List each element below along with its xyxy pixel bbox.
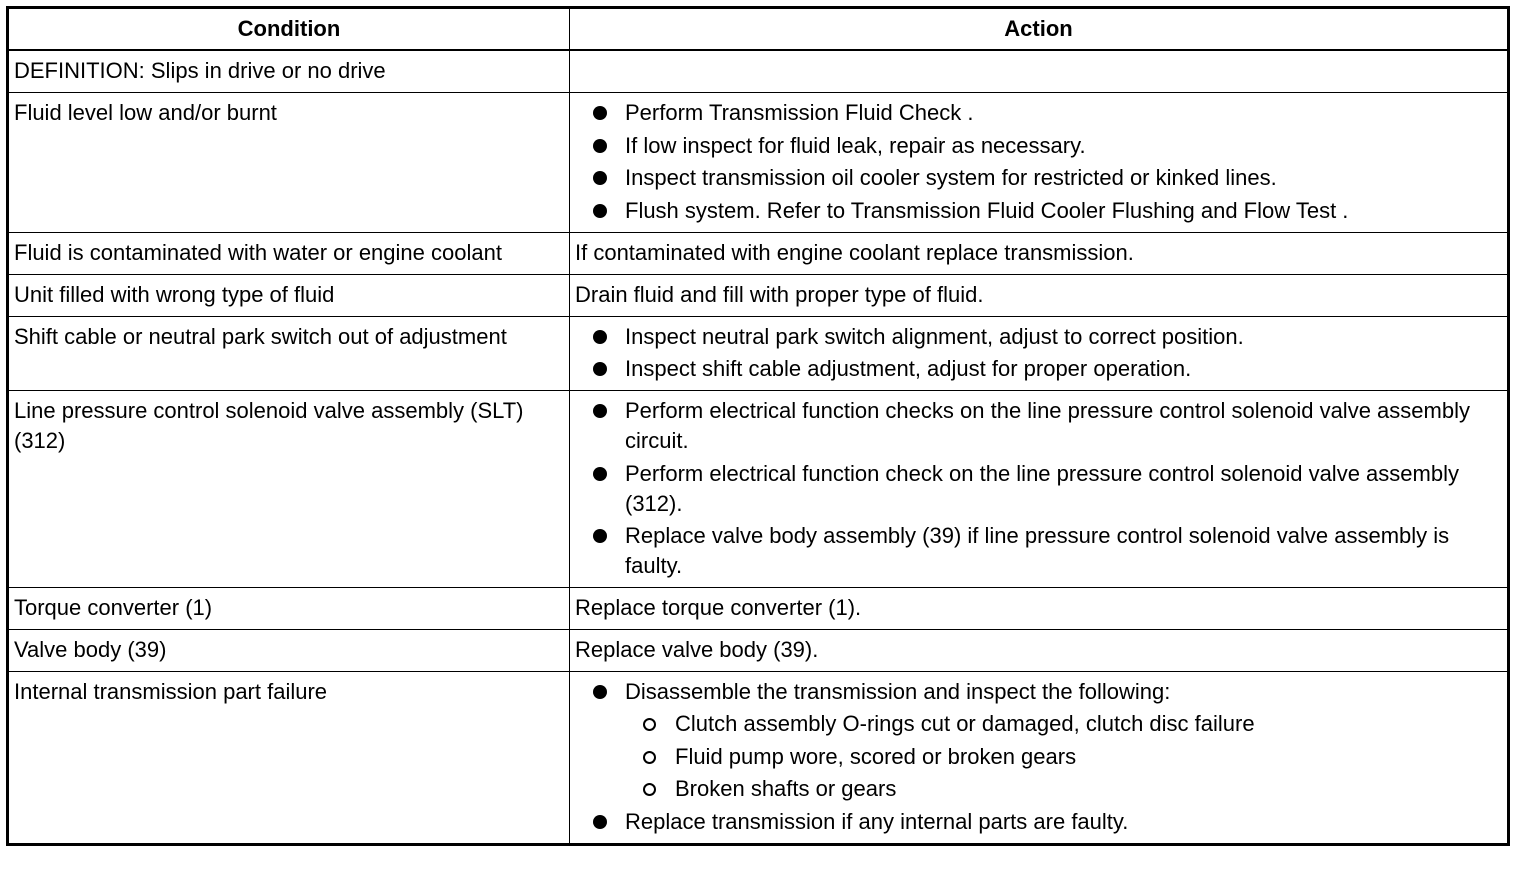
sub-bullet: Broken shafts or gears	[625, 774, 1502, 804]
table-row	[8, 316, 1509, 391]
action-cell: If contaminated with engine coolant replace transmission.	[570, 232, 1509, 274]
condition-header: Condition	[8, 8, 570, 51]
action-cell	[570, 93, 1509, 233]
sub-bullet: Fluid pump wore, scored or broken gears	[625, 742, 1502, 772]
action-bullet-text: Disassemble the transmission and inspect the following:	[625, 679, 1171, 704]
action-cell: Drain fluid and fill with proper type of fluid.	[570, 274, 1509, 316]
diagnostic-table	[6, 6, 1510, 846]
action-bullet: Perform electrical function checks on the line pressure control solenoid valve assembly circuit.	[575, 396, 1502, 456]
action-bullet-list	[575, 322, 1502, 385]
condition-cell: Valve body (39)	[8, 630, 570, 672]
action-bullet	[575, 677, 1502, 804]
action-cell	[570, 672, 1509, 845]
action-bullet: Perform Transmission Fluid Check .	[575, 98, 1502, 128]
header-row	[8, 8, 1509, 51]
table-row	[8, 391, 1509, 588]
action-bullet-list	[575, 677, 1502, 837]
table-row	[8, 630, 1509, 672]
action-cell	[570, 391, 1509, 588]
action-bullet: Perform electrical function check on the line pressure control solenoid valve assembly (312).	[575, 459, 1502, 519]
action-bullet: If low inspect for fluid leak, repair as necessary.	[575, 131, 1502, 161]
action-bullet: Replace transmission if any internal parts are faulty.	[575, 807, 1502, 837]
table-row	[8, 274, 1509, 316]
table-row	[8, 588, 1509, 630]
condition-cell: Internal transmission part failure	[8, 672, 570, 845]
condition-cell: Unit filled with wrong type of fluid	[8, 274, 570, 316]
action-bullet: Inspect transmission oil cooler system for restricted or kinked lines.	[575, 163, 1502, 193]
table-row	[8, 232, 1509, 274]
action-cell: Replace valve body (39).	[570, 630, 1509, 672]
definition-row	[8, 50, 1509, 93]
action-bullet-list	[575, 98, 1502, 226]
table-row	[8, 93, 1509, 233]
action-bullet: Inspect neutral park switch alignment, adjust to correct position.	[575, 322, 1502, 352]
condition-cell: Line pressure control solenoid valve assembly (SLT) (312)	[8, 391, 570, 588]
action-cell: Replace torque converter (1).	[570, 588, 1509, 630]
action-bullet: Inspect shift cable adjustment, adjust for proper operation.	[575, 354, 1502, 384]
sub-bullet: Clutch assembly O-rings cut or damaged, clutch disc failure	[625, 709, 1502, 739]
condition-cell: Torque converter (1)	[8, 588, 570, 630]
action-cell	[570, 316, 1509, 391]
definition-text: DEFINITION: Slips in drive or no drive	[8, 50, 570, 93]
action-bullet: Flush system. Refer to Transmission Fluid Cooler Flushing and Flow Test .	[575, 196, 1502, 226]
action-bullet: Replace valve body assembly (39) if line pressure control solenoid valve assembly is faulty.	[575, 521, 1502, 581]
table-row	[8, 672, 1509, 845]
condition-cell: Fluid level low and/or burnt	[8, 93, 570, 233]
condition-cell: Shift cable or neutral park switch out of adjustment	[8, 316, 570, 391]
condition-cell: Fluid is contaminated with water or engine coolant	[8, 232, 570, 274]
action-bullet-list	[575, 396, 1502, 581]
action-header: Action	[570, 8, 1509, 51]
definition-action-empty	[570, 50, 1509, 93]
sub-bullet-list	[625, 709, 1502, 804]
